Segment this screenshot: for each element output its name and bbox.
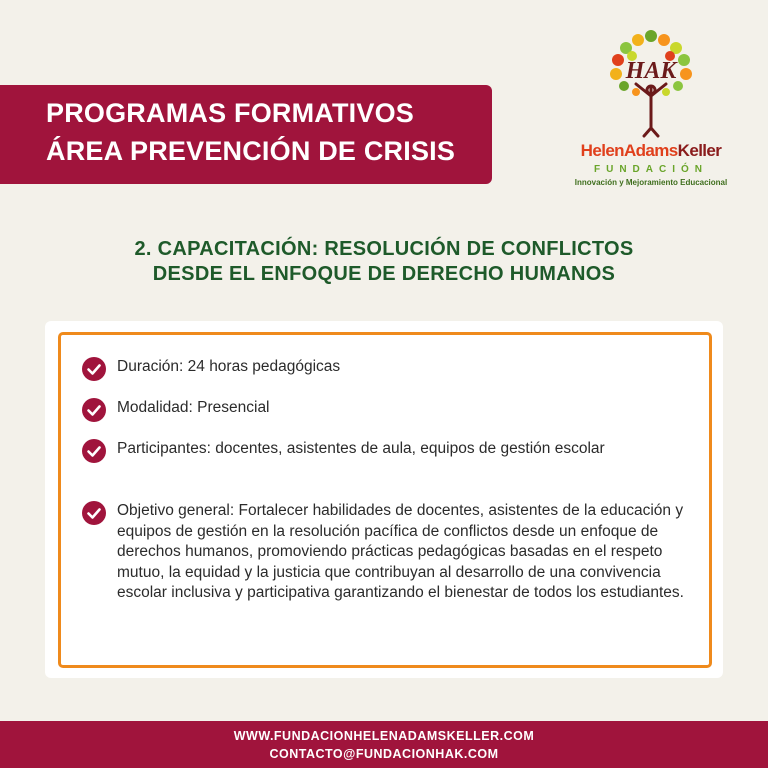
check-circle-icon <box>82 439 106 463</box>
program-title-line-1: 2. CAPACITACIÓN: RESOLUCIÓN DE CONFLICTOS <box>134 238 634 260</box>
check-circle-icon <box>82 501 106 525</box>
logo-monogram: HAK <box>625 58 677 84</box>
page-title-line-2: ÁREA PREVENCIÓN DE CRISIS <box>46 136 456 166</box>
details-card-border <box>58 332 712 668</box>
check-circle-icon <box>82 398 106 422</box>
check-circle-icon <box>82 357 106 381</box>
logo-name-part1: HelenAdams <box>580 141 678 160</box>
program-title-line-2: DESDE EL ENFOQUE DE DERECHO HUMANOS <box>152 263 616 285</box>
footer-website[interactable]: WWW.FUNDACIONHELENADAMSKELLER.COM <box>233 729 535 743</box>
logo-fundacion: FUNDACIÓN <box>594 164 708 175</box>
foundation-logo <box>566 28 736 193</box>
page-title-line-1: PROGRAMAS FORMATIVOS <box>46 98 414 128</box>
logo-name <box>566 141 736 161</box>
logo-tagline: Innovación y Mejoramiento Educacional <box>574 178 728 187</box>
detail-text: Modalidad: Presencial <box>117 399 270 416</box>
logo-name-part2: Keller <box>677 141 722 160</box>
detail-text: Objetivo general: Fortalecer habilidades de docentes, asistentes de la educación y equipos de gestión en la resolución pacífica de conflictos desde un enfoque de derechos humanos, promoviendo prácticas pedagógicas basadas en el respeto mutuo, la equidad y la justicia que contribuyan al desarrollo de una convivencia escolar inclusiva y participativa garantizando el bienestar de todos los estudiantes. <box>117 502 684 601</box>
footer-contact-email[interactable]: CONTACTO@FUNDACIONHAK.COM <box>269 747 499 761</box>
tree-logo-icon <box>606 28 696 140</box>
detail-text: Participantes: docentes, asistentes de aula, equipos de gestión escolar <box>117 440 605 457</box>
detail-text: Duración: 24 horas pedagógicas <box>117 358 341 375</box>
